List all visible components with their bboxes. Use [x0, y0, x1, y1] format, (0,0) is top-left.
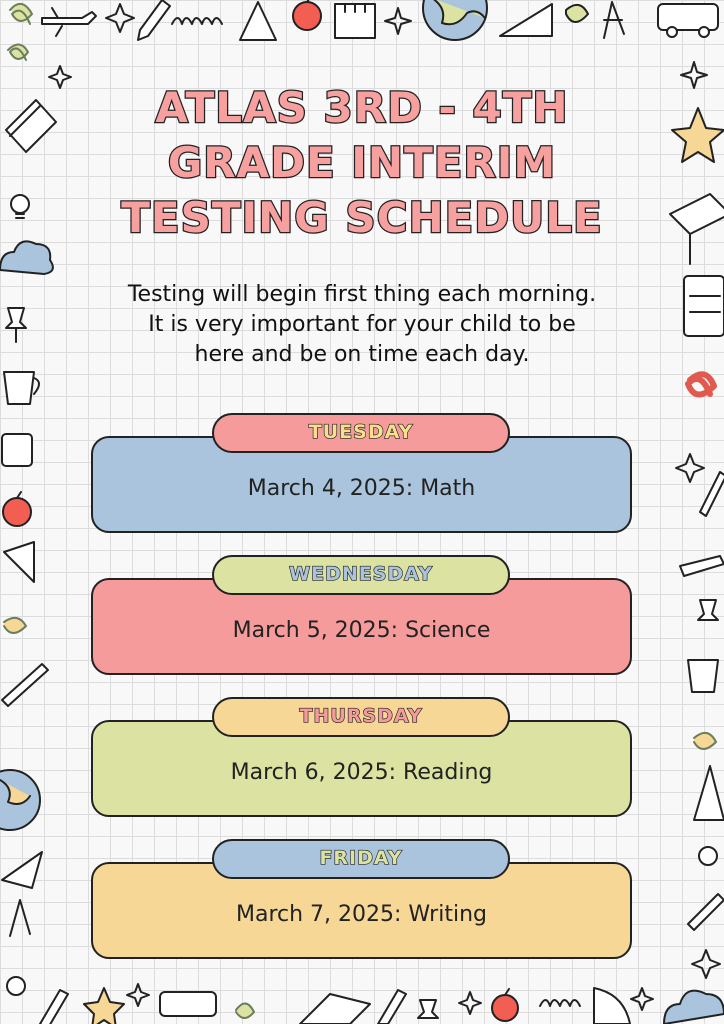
- star-icon: [459, 992, 481, 1014]
- intro-line-3: here and be on time each day.: [194, 342, 530, 367]
- title-line-1: ATLAS 3RD - 4TH: [155, 83, 569, 132]
- swirl-icon: [694, 733, 716, 749]
- day-label-thursday: THURSDAY: [212, 697, 510, 737]
- pushpin-icon: [418, 1000, 438, 1018]
- pencil-icon: [40, 990, 68, 1024]
- paper-plane-icon: [2, 852, 42, 888]
- compass-icon: [10, 900, 30, 936]
- star-icon: [631, 988, 653, 1010]
- cone-icon: [694, 766, 724, 820]
- pencil-icon: [688, 894, 724, 930]
- cone-icon: [4, 542, 34, 582]
- cone-icon: [240, 2, 276, 40]
- apple-icon: [492, 989, 518, 1021]
- schedule-entry: March 5, 2025: Science: [232, 618, 491, 643]
- school-bus-icon: [2, 434, 32, 466]
- globe-icon: [0, 770, 40, 830]
- swirl-icon: [4, 618, 26, 633]
- book-icon: [300, 994, 370, 1024]
- pencil-icon: [700, 472, 724, 516]
- lightbulb-icon: [7, 977, 25, 995]
- school-bus-icon: [160, 992, 216, 1016]
- star-icon: [385, 8, 411, 34]
- apple-icon: [293, 0, 321, 30]
- pencil-icon: [2, 664, 48, 706]
- schedule-entry: March 7, 2025: Writing: [235, 902, 487, 927]
- pencil-icon: [378, 990, 406, 1024]
- globe-icon: [423, 0, 487, 40]
- swirl-icon: [172, 18, 222, 24]
- mug-icon: [4, 372, 39, 404]
- pushpin-icon: [698, 600, 718, 620]
- star-icon: [106, 4, 134, 32]
- swirl-icon: [10, 4, 32, 24]
- schedule-entry: March 4, 2025: Math: [247, 476, 476, 501]
- airplane-icon: [680, 556, 724, 576]
- cloud-icon: [0, 241, 53, 274]
- ruler-icon: [594, 988, 630, 1024]
- apple-icon: [3, 492, 31, 526]
- day-label-friday: FRIDAY: [212, 839, 510, 879]
- star-icon: [84, 988, 124, 1024]
- page-title: [0, 80, 724, 245]
- school-bus-icon: [658, 4, 718, 37]
- swirl-icon: [688, 374, 714, 394]
- schedule-entry: March 6, 2025: Reading: [230, 760, 493, 785]
- airplane-icon: [42, 8, 96, 36]
- title-line-3: TESTING SCHEDULE: [121, 193, 603, 242]
- compass-icon: [604, 2, 624, 38]
- swirl-icon: [8, 44, 28, 60]
- day-label-tuesday: TUESDAY: [212, 413, 510, 453]
- ruler-icon: [335, 4, 375, 38]
- intro-line-2: It is very important for your child to be: [148, 312, 576, 337]
- star-icon: [676, 454, 704, 482]
- mug-icon: [688, 660, 718, 692]
- star-icon: [692, 950, 720, 978]
- lightbulb-icon: [699, 847, 717, 865]
- title-line-2: GRADE INTERIM: [167, 138, 557, 187]
- swirl-icon: [540, 1000, 580, 1006]
- intro-line-1: Testing will begin first thing each morning.: [127, 282, 597, 307]
- intro-text: [60, 280, 664, 370]
- swirl-icon: [236, 1003, 254, 1018]
- day-label-wednesday: WEDNESDAY: [212, 555, 510, 595]
- calculator-icon: [684, 276, 724, 336]
- pushpin-icon: [6, 308, 26, 342]
- ruler-icon: [500, 4, 552, 36]
- swirl-icon: [566, 5, 588, 22]
- cloud-icon: [664, 991, 724, 1024]
- star-icon: [127, 984, 149, 1006]
- pencil-icon: [138, 0, 170, 40]
